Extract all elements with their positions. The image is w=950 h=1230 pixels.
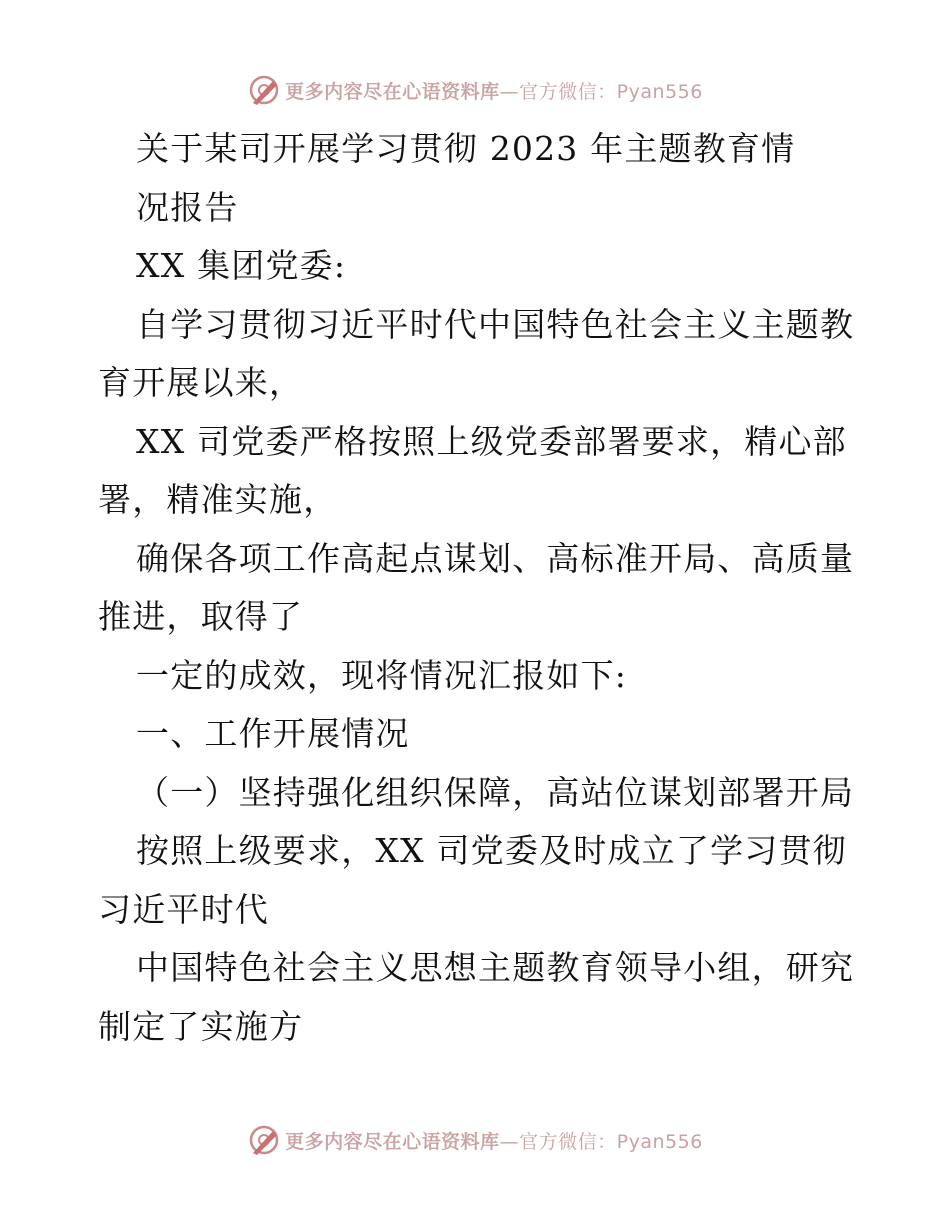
watermark-text: 更多内容尽在心语资料库—官方微信：Pyan556 xyxy=(285,1130,703,1153)
pen-logo-icon xyxy=(247,73,281,107)
paragraph-line: 按照上级要求，XX 司党委及时成立了学习贯彻 xyxy=(136,831,847,870)
subsection-heading: （一）坚持强化组织保障，高站位谋划部署开局 xyxy=(136,772,855,812)
salutation: XX 集团党委: xyxy=(136,246,347,285)
document-body xyxy=(98,120,858,1056)
footer-watermark xyxy=(0,1120,950,1160)
header-watermark xyxy=(0,70,950,110)
watermark-text: 更多内容尽在心语资料库—官方微信：Pyan556 xyxy=(285,80,703,103)
pen-logo-icon xyxy=(247,1123,281,1157)
paragraph-line: 中国特色社会主义思想主题教育领导小组，研究 xyxy=(136,948,855,987)
title-line-1: 关于某司开展学习贯彻 2023 年主题教育情 xyxy=(136,129,796,168)
paragraph-line: XX 司党委严格按照上级党委部署要求，精心部 xyxy=(136,421,847,461)
paragraph-line: 育开展以来， xyxy=(98,363,304,402)
title-line-2: 况报告 xyxy=(136,187,239,227)
section-heading: 一、工作开展情况 xyxy=(136,714,410,753)
paragraph-line: 推进，取得了 xyxy=(98,597,304,636)
paragraph-line: 确保各项工作高起点谋划、高标准开局、高质量 xyxy=(136,538,855,578)
paragraph-line: 制定了实施方 xyxy=(98,1006,304,1046)
paragraph-line: 自学习贯彻习近平时代中国特色社会主义主题教 xyxy=(136,304,855,344)
paragraph-line: 一定的成效，现将情况汇报如下: xyxy=(136,655,628,695)
paragraph-line: 署，精准实施， xyxy=(98,480,338,519)
paragraph-line: 习近平时代 xyxy=(98,889,269,929)
